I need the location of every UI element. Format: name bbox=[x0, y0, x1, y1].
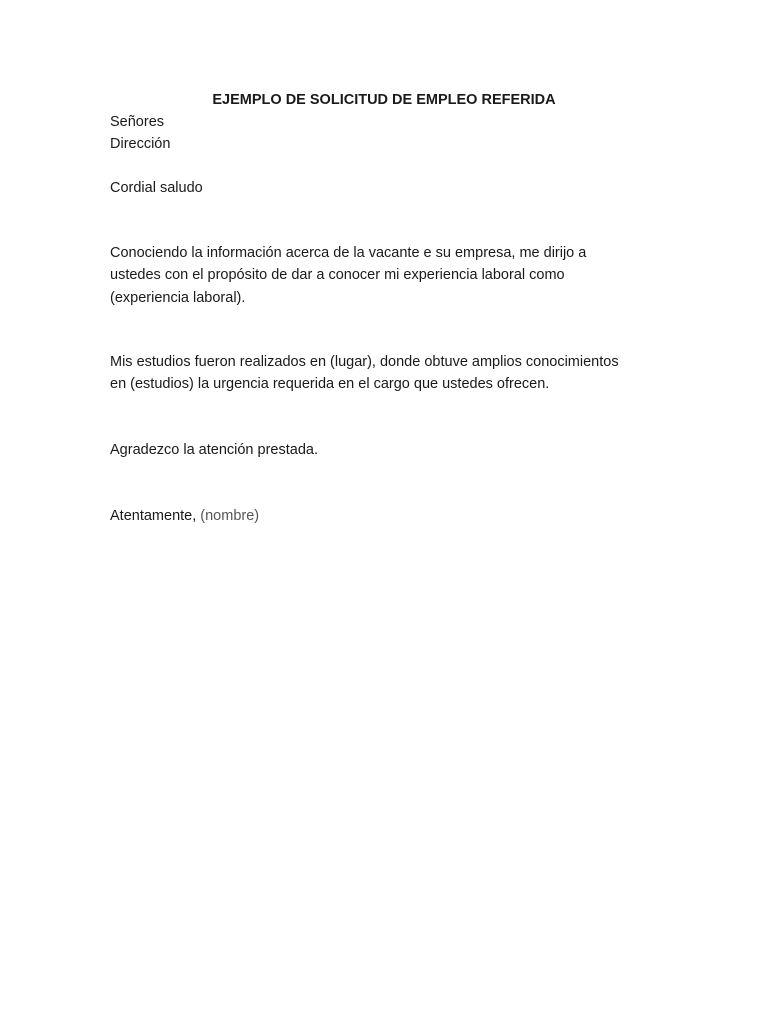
paragraph-line: Mis estudios fueron realizados en (lugar), donde obtuve amplios conocimientos bbox=[110, 354, 619, 370]
recipient-line: Dirección bbox=[110, 136, 171, 152]
greeting: Cordial saludo bbox=[110, 180, 203, 196]
signature-name: (nombre) bbox=[200, 508, 260, 524]
paragraph-line: ustedes con el propósito de dar a conocer mi experiencia laboral como bbox=[110, 267, 565, 283]
paragraph-line: (experiencia laboral). bbox=[110, 290, 246, 306]
thanks-line: Agradezco la atención prestada. bbox=[110, 442, 318, 458]
paragraph-line: en (estudios) la urgencia requerida en el cargo que ustedes ofrecen. bbox=[110, 376, 550, 392]
recipient-line: Señores bbox=[110, 114, 165, 130]
closing-line bbox=[110, 507, 259, 525]
document-title: EJEMPLO DE SOLICITUD DE EMPLEO REFERIDA bbox=[212, 92, 556, 108]
closing: Atentamente, bbox=[110, 508, 197, 524]
paragraph-line: Conociendo la información acerca de la vacante e su empresa, me dirijo a bbox=[110, 245, 587, 261]
